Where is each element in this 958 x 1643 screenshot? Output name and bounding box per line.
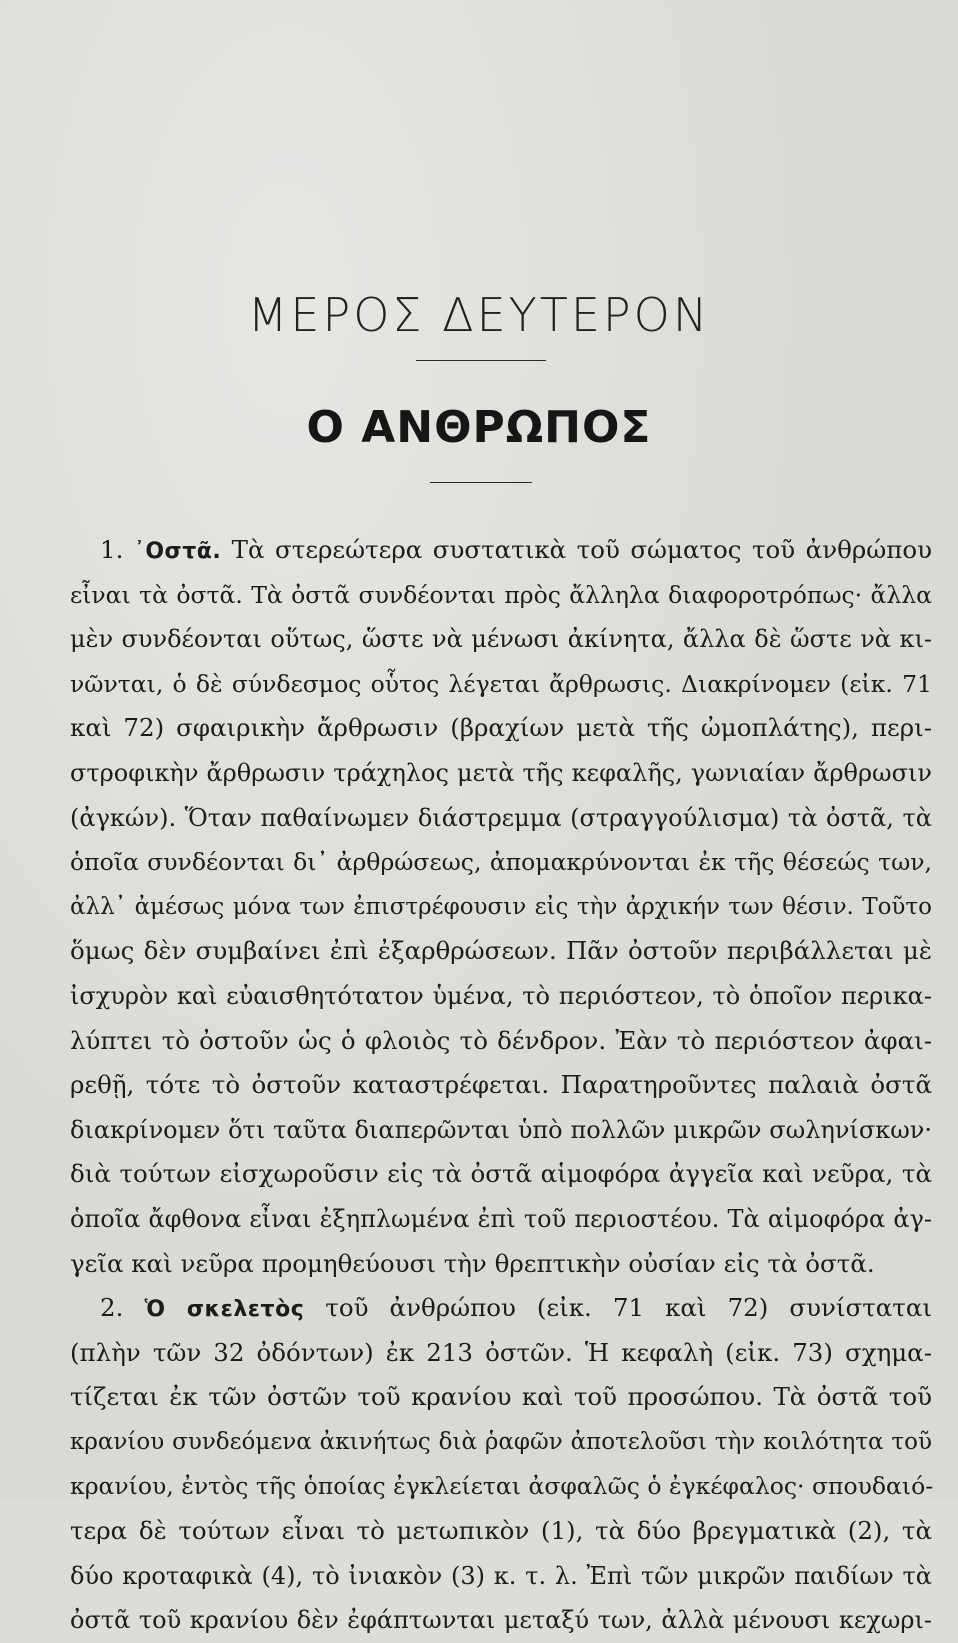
section-2-line: κρανίου, ἐντὸς τῆς ὁποίας ἐγκλείεται ἀσφαλῶς ὁ ἐγκέφαλος· σπουδαιό- [70,1472,934,1501]
divider-upper [416,360,546,361]
section-2-line: τίζεται ἐκ τῶν ὀστῶν τοῦ κρανίου καὶ τοῦ προσώπου. Τὰ ὀστᾶ τοῦ [70,1382,932,1412]
section-1-line: στροφικὴν ἄρθρωσιν τράχηλος μετὰ τῆς κεφαλῆς, γωνιαίαν ἄρθρωσιν [70,758,932,787]
section-1-line: ἀλλ᾿ ἀμέσως μόνα των ἐπιστρέφουσιν εἰς τὴν ἀρχικήν των θέσιν. Τοῦτο [70,893,932,920]
section-1-line: διακρίνομεν ὅτι ταῦτα διαπερῶνται ὑπὸ πολλῶν μικρῶν σωληνίσκων· [70,1115,932,1144]
divider-lower [430,482,532,483]
section-2-line: κρανίου συνδεόμενα ἀκινήτως διὰ ῥαφῶν ἀποτελοῦσι τὴν κοιλότητα τοῦ [70,1428,932,1455]
section-1-line: Τὰ στερεώτερα συστατικὰ τοῦ σώματος τοῦ ἀνθρώπου [221,535,932,564]
part-title: ΜΕΡΟΣ ΔΕΥΤΕΡΟΝ [247,288,711,342]
section-1-line: λύπτει τὸ ὀστοῦν ὡς ὁ φλοιὸς τὸ δένδρον. Ἐὰν τὸ περιόστεον ἀφαι- [70,1025,932,1055]
section-1-line: γεῖα καὶ νεῦρα προμηθεύουσι τὴν θρεπτικὴν οὐσίαν εἰς τὰ ὀστᾶ. [70,1248,875,1278]
chapter-title: Ο ΑΝΘΡΩΠΟΣ [306,402,652,453]
section-2-heading: Ὁ σκελετὸς [144,1297,305,1323]
section-2-line: δύο κροταφικὰ (4), τὸ ἰνιακὸν (3) κ. τ. λ. Ἐπὶ τῶν μικρῶν παιδίων τὰ [70,1561,932,1590]
section-1-line: μὲν συνδέονται οὕτως, ὥστε νὰ μένωσι ἀκίνητα, ἄλλα δὲ ὥστε νὰ κι- [70,625,932,654]
section-1-number: 1. [100,535,124,564]
section-2-number: 2. [100,1293,124,1323]
section-1-line: νῶνται, ὁ δὲ σύνδεσμος οὗτος λέγεται ἄρθρωσις. Διακρίνομεν (εἰκ. 71 [70,669,932,698]
section-2-line: τερα δὲ τούτων εἶναι τὸ μετωπικὸν (1), τὰ δύο βρεγματικὰ (2), τὰ [70,1516,932,1546]
section-2-line: (πλὴν τῶν 32 ὀδόντων) ἐκ 213 ὀστῶν. Ἡ κεφαλὴ (εἰκ. 73) σχημα- [70,1337,932,1367]
section-1-line: ὁποῖα συνδέονται δι᾿ ἀρθρώσεως, ἀπομακρύνονται ἐκ τῆς θέσεώς των, [70,848,932,877]
section-1-line: ἰσχυρὸν καὶ εὐαισθητότατον ὑμένα, τὸ περιόστεον, τὸ ὁποῖον περικα- [70,981,932,1010]
section-2-line: τοῦ ἀνθρώπου (εἰκ. 71 καὶ 72) συνίσταται [304,1293,932,1323]
section-1-line: καὶ 72) σφαιρικὴν ἄρθρωσιν (βραχίων μετὰ τῆς ὠμοπλάτης), περι- [70,713,932,743]
section-1-line: ὁποῖα ἄφθονα εἶναι ἐξηπλωμένα ἐπὶ τοῦ περιοστέου. Τὰ αἱμοφόρα ἀγ- [70,1204,932,1233]
section-1-line: διὰ τούτων εἰσχωροῦσιν εἰς τὰ ὀστᾶ αἱμοφόρα ἀγγεῖα καὶ νεῦρα, τὰ [70,1159,932,1189]
section-1-line: ρεθῇ, τότε τὸ ὀστοῦν καταστρέφεται. Παρατηροῦντες παλαιὰ ὀστᾶ [70,1070,932,1100]
section-1-heading: ᾿Οστᾶ. [133,539,222,564]
section-1-line-first [70,528,932,573]
section-1-line: εἶναι τὰ ὀστᾶ. Τὰ ὀστᾶ συνδέονται πρὸς ἄλληλα διαφοροτρόπως· ἄλλα [70,580,932,609]
section-1-line: (ἀγκών). Ὅταν παθαίνωμεν διάστρεμμα (στραγγούλισμα) τὰ ὀστᾶ, τὰ [70,803,932,832]
section-1-line: ὅμως δὲν συμβαίνει ἐπὶ ἐξαρθρώσεων. Πᾶν ὀστοῦν περιβάλλεται μὲ [70,936,932,966]
section-2-line-first [70,1286,932,1331]
section-2-line: ὀστᾶ τοῦ κρανίου δὲν ἐφάπτωνται μεταξύ των, ἀλλὰ μένουσι κεχωρι- [70,1606,932,1635]
body-text [70,528,932,1643]
